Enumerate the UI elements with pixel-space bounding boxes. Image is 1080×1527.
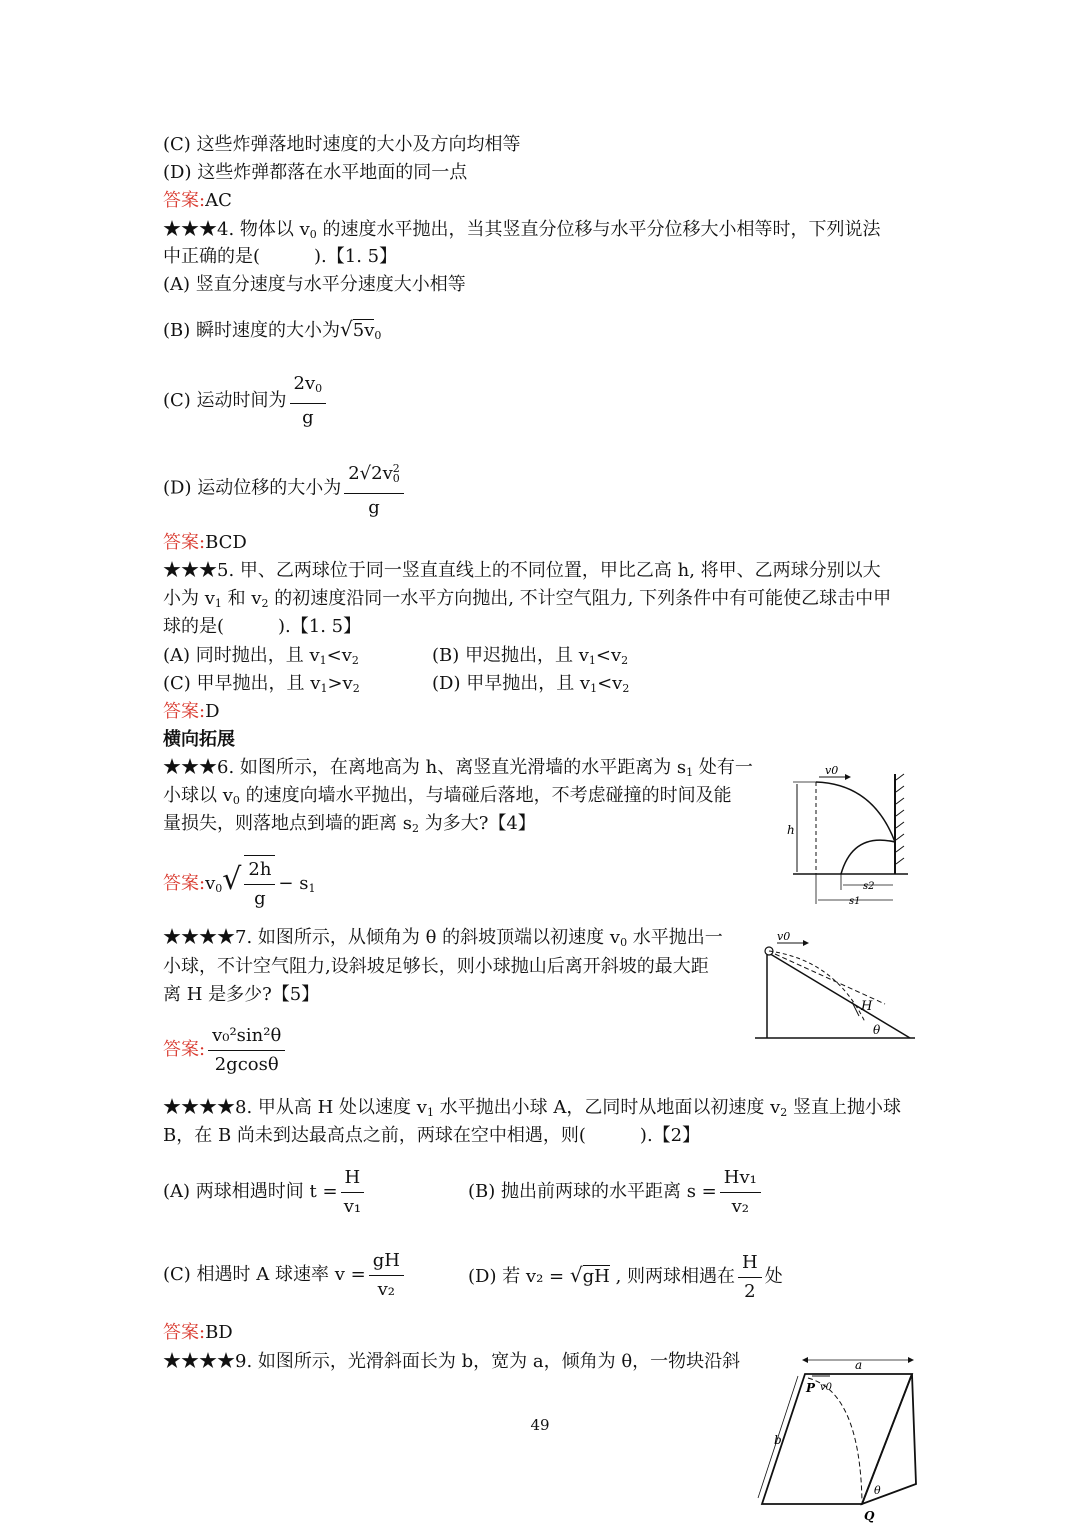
q9-fig-theta: θ [874,1484,881,1497]
q5-line1: ★★★5. 甲、乙两球位于同一竖直直线上的不同位置，甲比乙高 h, 将甲、乙两球分别以大 [163,560,881,581]
q4-d-fraction: $\frac{2√2v^2_0}{g}$ [344,455,404,522]
q4-option-c: (C) 运动时间为 $\frac{2v_0}{g}$ [163,370,329,432]
q8-option-c: (C) 相遇时 A 球速率 v = $\frac{gH}{\text{v₂}}$ [163,1245,407,1305]
q3-answer: 答案:AC [163,190,232,211]
q7-line2: 小球，不计空气阻力,设斜坡足够长，则小球抛山后离开斜坡的最大距 [163,956,709,977]
q5-option-a: (A) 同时抛出，且 $v_1<v_2$ [163,645,359,667]
q7-answer: 答案: $\frac{\text{v₀²sin²θ}}{2gcos\theta}$ [163,1018,288,1082]
q7-fig-theta: θ [873,1023,881,1037]
q8-option-b: (B) 抛出前两球的水平距离 s = $\frac{\text{Hv₁}}{\text{v₂}}$ [468,1162,764,1222]
q5-line3: 球的是( ).【1. 5】 [163,616,362,637]
q4-option-d: (D) 运动位移的大小为 $\frac{2√2v^2_0}{g}$ [163,455,407,522]
q7-fig-v0: v0 [777,930,791,943]
q9-fig-b: b [774,1433,782,1447]
q6-line1: ★★★6. 如图所示，在离地高为 h、离竖直光滑墙的水平距离为 $s_1$ 处有一 [163,757,753,779]
q6-answer-fraction: $\frac{2h}{g}$ [244,855,275,913]
q5-option-c: (C) 甲早抛出，且 $v_1>v_2$ [163,673,360,695]
q4-line2: 中正确的是( ).【1. 5】 [163,246,398,267]
q4-option-b: (B) 瞬时速度的大小为$√5v_0$ [163,317,382,342]
q4-stars: ★★★ [163,219,217,240]
q8-c-fraction: $\frac{gH}{\text{v₂}}$ [369,1247,404,1304]
q8-a-fraction: $\frac{H}{\text{v₁}}$ [341,1164,365,1221]
q3-option-d: (D) 这些炸弹都落在水平地面的同一点 [163,162,468,183]
q9-fig-Q: Q [864,1509,875,1523]
q8-option-d: (D) 若 v₂ = √gH , 则两球相遇在 $\frac{H}{2}$ 处 [468,1245,783,1307]
q7-line1: ★★★★7. 如图所示，从倾角为 θ 的斜坡顶端以初速度 $v_0$ 水平抛出一 [163,927,723,949]
q7-answer-fraction: $\frac{\text{v₀²sin²θ}}{2gcos\theta}$ [208,1022,285,1079]
q9-figure [750,1352,922,1524]
q5-line2: 小为 $v_1$ 和 $v_2$ 的初速度沿同一水平方向抛出, 不计空气阻力, 下列条件中有可能使乙球击中甲 [163,588,892,610]
q4-option-a: (A) 竖直分速度与水平分速度大小相等 [163,274,466,295]
q5-answer: 答案:D [163,701,220,722]
q6-fig-h: h [787,823,795,837]
q8-d-fraction: $\frac{H}{2}$ [738,1249,762,1306]
q6-answer: 答案$:v_0√$ $\frac{2h}{g}$ − $s_1$ [163,850,315,919]
q7-fig-H: H [861,999,873,1014]
q5-option-b: (B) 甲迟抛出，且 $v_1<v_2$ [432,645,629,667]
q4-answer: 答案:BCD [163,532,247,553]
q7-figure [755,930,918,1045]
q5-option-d: (D) 甲早抛出，且 $v_1<v_2$ [432,673,630,695]
q4-c-fraction: $\frac{2v_0}{g}$ [290,370,327,432]
q6-fig-s2: s2 [863,881,875,892]
q9-fig-v0: v0 [820,1382,833,1393]
q6-fig-v0: v0 [825,764,839,777]
page-number: 49 [530,1416,550,1434]
q3-option-c: (C) 这些炸弹落地时速度的大小及方向均相等 [163,134,521,155]
q7-line3: 离 H 是多少?【5】 [163,984,320,1005]
q6-line3: 量损失，则落地点到墙的距离 $s_2$ 为多大?【4】 [163,813,536,835]
q6-fig-s1: s1 [849,896,861,907]
q6-figure [783,762,915,910]
q9-line1: ★★★★9. 如图所示，光滑斜面长为 b，宽为 a，倾角为 θ，一物块沿斜 [163,1351,741,1372]
q9-fig-P: P [806,1381,816,1395]
q8-b-fraction: $\frac{\text{Hv₁}}{\text{v₂}}$ [720,1164,761,1221]
q8-answer: 答案:BD [163,1322,233,1343]
q8-line1: ★★★★8. 甲从高 H 处以速度 $v_1$ 水平抛出小球 A，乙同时从地面以初速度 $v_2$ 竖直上抛小球 [163,1097,902,1119]
q6-line2: 小球以 $v_0$ 的速度向墙水平抛出，与墙碰后落地，不考虑碰撞的时间及能 [163,785,732,807]
section-heading: 横向拓展 [163,729,235,750]
q8-option-a: (A) 两球相遇时间 t = $\frac{H}{\text{v₁}}$ [163,1162,367,1222]
q8-line2: B，在 B 尚未到达最高点之前，两球在空中相遇，则( ).【2】 [163,1125,701,1146]
q9-fig-a: a [855,1358,863,1372]
q4-line1: ★★★4. 物体以 $v_0$ 的速度水平抛出，当其竖直分位移与水平分位移大小相等时，下列说法 [163,219,881,241]
